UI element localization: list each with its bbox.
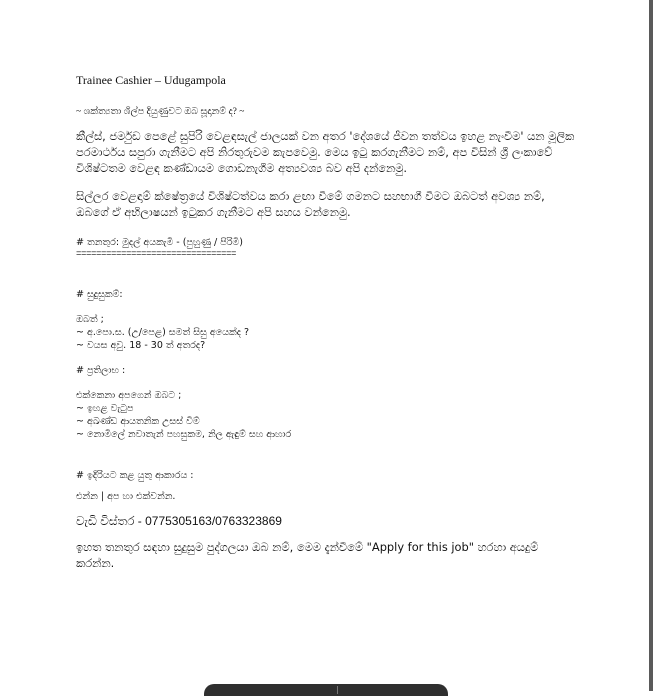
- bottom-toolbar-tab[interactable]: [204, 684, 448, 696]
- position-line: # තනතුර: මුදල් අයකැමි - (පුහුණු / පිරිමි): [76, 237, 243, 248]
- closing-paragraph: ඉහත තනතුර සඳහා සුදුසුම පුද්ගලයා ඔබ නම්, මෙම දැන්වීමේ "Apply for this job" හරහා අයදුම් කරන්න.: [76, 540, 539, 570]
- intro-paragraph-2: සිල්ලර වෙළඳාම් ක්ෂේත්‍රයේ විශිෂ්ටත්වය කරා ළඟා වීමේ ගමනට සහභාගී වීමට ඔබටත් අවශ්‍ය නම්, ඔබගේ ඒ අභිලාෂයන් ඉටුකර ගැනීමට අපි සහය වන්නෙමු.: [76, 189, 545, 219]
- benefit-item: ~ ඉහළ වැටුප: [76, 403, 134, 414]
- work-location-heading: # ඉදිරියට කළ යුතු ආකාරය :: [76, 470, 194, 481]
- intro-paragraph-1: කීල්ස්, ජර්මුඩ පෙළේ සුපිරි වෙළඳසැල් ජාලයක් වන අතර 'දේශයේ ජීවන තත්වය ඉහළ නැංවීම' යන මූලික පරමාර්ථය සපුරා ගැනීමට අපි නිරතුරුවම කැපවෙමු. මෙය ඉටු කරගැනීමට නම්, අප විසින් ශ්‍රී ලංකාවේ විශිෂ්ටතම වෙළඳ කණ්ඩායම ගොඩනැගීම අත්‍යවශ්‍ය බව අපි දන්නෙමු.: [76, 129, 575, 175]
- benefit-item: ~ අඛණ්ඩ ආයතනික උසස් වීම්: [76, 416, 200, 427]
- work-location-value: එන්න | අප හා එක්වන්න.: [76, 491, 176, 502]
- qualifications-intro: ඔබත් ;: [76, 314, 104, 325]
- benefits-heading: # ප්‍රතිලාභ :: [76, 365, 126, 376]
- benefits-intro: එක්කෙනා අපගෙන් ඔබට ;: [76, 390, 182, 401]
- contact-line: වැඩි විස්තර - 0775305163/0763323869: [76, 514, 282, 528]
- tagline: ~ ශක්ත්‍යතා ශිල්ප දියුණුවට ඔබ සූදානම් ද? ~: [76, 107, 245, 117]
- page-edge: [649, 0, 653, 691]
- qualifications-heading: # සුදුසුකම්:: [76, 289, 123, 300]
- qualification-item: ~ වයස අවු. 18 - 30 ත් අතරද?: [76, 340, 206, 351]
- job-description: [76, 72, 576, 571]
- qualification-item: ~ අ.පො.ස. (උ/පෙළ) සමත් සිසු අයෙක්ද ?: [76, 327, 250, 338]
- divider-rule: ================================: [76, 249, 237, 259]
- benefit-item: ~ නොමිලේ නවාතැන් පහසුකම, නිල ඇඳුම් සහ ආහාර: [76, 429, 292, 440]
- job-title: Trainee Cashier – Udugampola: [76, 73, 226, 87]
